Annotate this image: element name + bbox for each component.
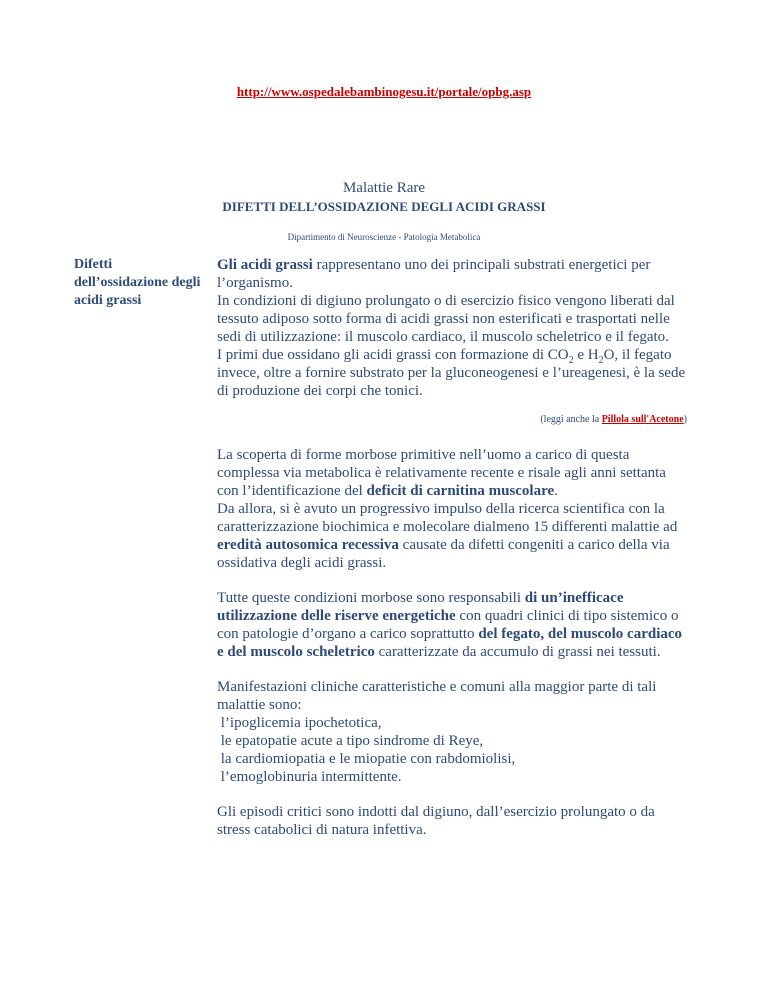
manifestation-item: la cardiomiopatia e le miopatie con rabdomiolisi, — [220, 751, 516, 767]
manifestation-item: le epatopatie acute a tipo sindrome di Reye, — [220, 733, 484, 749]
section-kicker: Malattie Rare — [342, 180, 426, 196]
main-content — [217, 256, 687, 839]
discovery-bold-a: deficit di carnitina muscolare — [366, 483, 555, 499]
discovery-text-a: La scoperta di forme morbose primitive nell’uomo a carico di questa complessa via metabolica è relativamente recente e risale agli anni settanta con l’identificazione del — [217, 447, 666, 499]
department-label: Dipartimento di Neuroscienze - Patologia Metabolica — [287, 232, 481, 242]
intro-text-c1: I primi due ossidano gli acidi grassi con formazione di CO — [217, 347, 569, 363]
conditions-bold-a: di un’inefficace utilizzazione delle riserve energetiche — [217, 590, 624, 624]
reference-suffix: ) — [683, 414, 687, 425]
discovery-text-d: causate da difetti congeniti a carico della via ossidativa degli acidi grassi. — [217, 537, 670, 571]
manifestations-intro: Manifestazioni cliniche caratteristiche e comuni alla maggior parte di tali malattie sono: — [217, 679, 657, 713]
discovery-text-b: . — [554, 483, 558, 499]
conditions-text-b: con quadri clinici di tipo sistemico o con patologie d’organo a carico soprattutto — [217, 608, 679, 642]
intro-text-c2: e H — [573, 347, 599, 363]
conditions-text-a: Tutte queste condizioni morbose sono responsabili — [217, 590, 525, 606]
page-title: DIFETTI DELL’OSSIDAZIONE DEGLI ACIDI GRASSI — [222, 199, 546, 214]
sidebar-label: Difetti dell’ossidazione degli acidi grassi — [74, 257, 201, 308]
acetone-pill-link[interactable]: Pillola sull'Acetone — [601, 414, 684, 425]
discovery-paragraph — [217, 446, 687, 572]
intro-text-c3: O, il fegato invece, oltre a fornire substrato per la gluconeogenesi e l’ureagenesi, è la sede di produzione dei corpi che tonici. — [217, 347, 686, 399]
discovery-bold-b: eredità autosomica recessiva — [217, 537, 399, 553]
intro-paragraph — [217, 256, 687, 400]
discovery-text-c: Da allora, si è avuto un progressivo impulso della ricerca scientifica con la caratterizzazione biochimica e molecolare dialmeno 15 differenti malattie ad — [217, 501, 678, 535]
episodes-paragraph: Gli episodi critici sono indotti dal digiuno, dall’esercizio prolungato o da stress catabolici di natura infettiva. — [217, 804, 655, 838]
source-url-link[interactable]: http://www.ospedalebambinogesu.it/portale/opbg.asp — [236, 84, 532, 99]
reference-note — [217, 414, 687, 426]
manifestation-item: l’ipoglicemia ipochetotica, — [220, 715, 382, 731]
manifestation-item: l’emoglobinuria intermittente. — [220, 769, 402, 785]
manifestations-paragraph — [217, 678, 687, 786]
conditions-text-c: caratterizzate da accumulo di grassi nei tessuti. — [374, 644, 661, 660]
co2-subscript: 2 — [568, 355, 574, 366]
conditions-paragraph — [217, 589, 687, 661]
intro-text-b: In condizioni di digiuno prolungato o di esercizio fisico vengono liberati dal tessuto adiposo sotto forma di acidi grassi non esterificati e trasportati nelle sedi di utilizzazione: il muscolo cardiaco, il muscolo scheletrico e il fegato. — [217, 293, 675, 345]
conditions-bold-b: del fegato, del muscolo cardiaco e del muscolo scheletrico — [217, 626, 683, 660]
reference-prefix: (leggi anche la — [540, 414, 602, 425]
intro-text-a: rappresentano uno dei principali substrati energetici per l’organismo. — [217, 257, 651, 291]
h2o-subscript: 2 — [598, 355, 604, 366]
intro-bold: Gli acidi grassi — [217, 257, 313, 273]
